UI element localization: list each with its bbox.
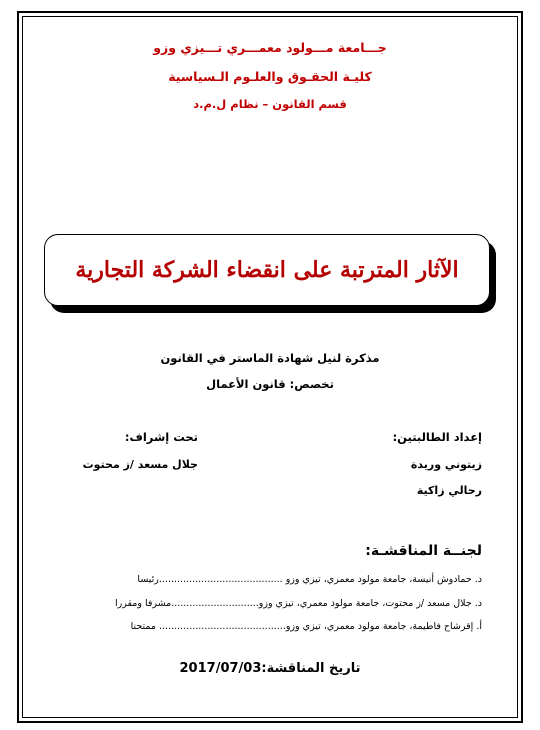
jury-member-1: د. حمادوش أنيسة، جامعة مولود معمري، تيزي وزو .........................................رئيسا xyxy=(137,574,482,585)
jury-member-3: أ. إقرشاح فاطيمة، جامعة مولود معمري، تيزي وزو.......................................... ممتحنا xyxy=(130,621,482,632)
supervisor-label: تحت إشراف: xyxy=(124,430,198,444)
jury-member-2: د. جلال مسعد /ز محتوت، جامعة مولود معمري، تيزي وزو.............................مشرفا ومقررا xyxy=(114,598,482,609)
specialty: تخصص: قانون الأعمال xyxy=(206,377,334,391)
jury-title: لجنــة المناقشـة: xyxy=(365,543,482,559)
department-name: قسم القانون – نظام ل.م.د xyxy=(193,97,347,111)
student-name-1: زيتوني وريدة xyxy=(410,458,482,471)
supervisor-name: جلال مسعد /ز محتوت xyxy=(82,458,198,471)
inner-border xyxy=(22,16,518,718)
university-name: جـــامعة مـــولود معمـــري تـــيزي وزو xyxy=(153,40,387,55)
defense-date: تاريخ المناقشة:2017/07/03 xyxy=(179,661,361,676)
thesis-subtitle: مذكرة لنيل شهادة الماستر في القانون xyxy=(160,351,380,365)
thesis-title: الآثار المترتبة على انقضاء الشركة التجارية xyxy=(75,257,459,283)
student-name-2: رحالي زاكية xyxy=(416,484,482,497)
faculty-name: كليـة الحقـوق والعلـوم الـسياسية xyxy=(168,69,372,84)
students-label: إعداد الطالبتين: xyxy=(392,430,482,444)
title-box xyxy=(44,234,490,306)
